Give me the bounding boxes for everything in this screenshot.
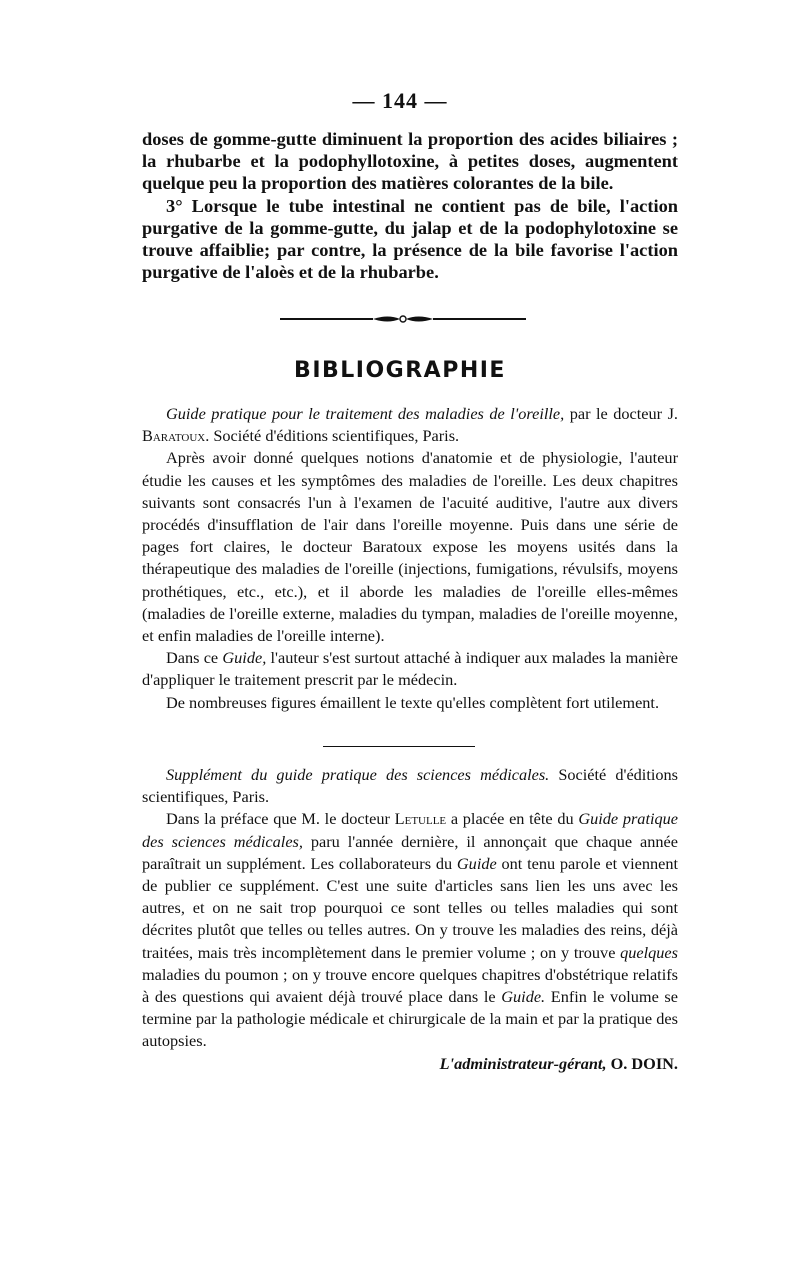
signature-role: L'administrateur-gérant, bbox=[439, 1053, 607, 1073]
review-1-paragraph-2: Dans ce Guide, l'auteur s'est surtout attaché à indiquer aux malades la manière d'appliquer le traitement prescrit par le médecin. bbox=[142, 648, 678, 690]
section-heading: BIBLIOGRAPHIE bbox=[294, 358, 506, 383]
signature-name: O. DOIN. bbox=[606, 1053, 678, 1073]
review-2-title: Supplément du guide pratique des sciences médicales. bbox=[166, 765, 550, 784]
intro-section bbox=[142, 128, 678, 283]
review-1-author: Baratoux bbox=[142, 426, 206, 446]
review-ear-guide bbox=[142, 403, 678, 714]
review-1-paragraph-3: De nombreuses figures émaillent le texte qu'elles complètent fort utilement. bbox=[166, 692, 660, 712]
intro-paragraph-1: doses de gomme-gutte diminuent la proportion des acides biliaires ; la rhubarbe et la podophyllotoxine, à petites doses, augmentent quelque peu la proportion des matières colorantes de la bile. bbox=[142, 129, 678, 194]
section-separator bbox=[323, 746, 475, 747]
rule-ornament-icon bbox=[373, 314, 433, 324]
review-2-citation: Supplément du guide pratique des sciences médicales. Société d'éditions scientifiques, Paris. bbox=[142, 765, 678, 807]
review-1-citation: Guide pratique pour le traitement des maladies de l'oreille, par le docteur J. Baratoux. Société d'éditions scientifiques, Paris. bbox=[142, 404, 678, 446]
page-number: — 144 — bbox=[352, 88, 448, 113]
review-1-title: Guide pratique pour le traitement des maladies de l'oreille, bbox=[166, 404, 565, 423]
review-1-paragraph-1: Après avoir donné quelques notions d'anatomie et de physiologie, l'auteur étudie les causes et les symptômes des maladies de l'oreille. Les deux chapitres suivants sont consacrés l'un à l'examen de l'acuité auditive, l'autre aux divers procédés d'insufflation de l'air dans l'oreille moyenne. Puis dans une série de pages fort claires, le docteur Baratoux expose les moyens usités dans la thérapeutique des maladies de l'oreille (injections, fumigations, révulsifs, moyens prothétiques, etc., etc.), et il aborde les maladies de l'oreille elles-mêmes (maladies de l'oreille externe, maladies du tympan, maladies de l'oreille moyenne, et enfin maladies de l'oreille interne). bbox=[142, 448, 678, 646]
intro-paragraph-2: 3° Lorsque le tube intestinal ne contient pas de bile, l'action purgative de la gomme-gutte, du jalap et de la podophylotoxine se trouve affaiblie; par contre, la présence de la bile favorise l'action purgative de l'aloès et de la rhubarbe. bbox=[142, 195, 678, 283]
review-2-paragraph-1: Dans la préface que M. le docteur Letulle a placée en tête du Guide pratique des sciences médicales, paru l'année dernière, il annonçait que chaque année paraîtrait un supplément. Les collaborateurs du Guide ont tenu parole et viennent de publier ce supplément. C'est une suite d'articles sans lien les uns avec les autres, et on ne sait trop pourquoi ce sont telles ou telles maladies qui sont décrites plutôt que telles ou telles autres. On y trouve les maladies des reins, déjà traitées, mais très incomplètement dans le premier volume ; on y trouve quelques maladies du poumon ; on y trouve encore quelques chapitres d'obstétrique relatifs à des questions qui avaient déjà trouvé place dans le Guide. Enfin le volume se termine par la pathologie médicale et chirurgicale de la main et par la pratique des autopsies. bbox=[142, 809, 678, 1051]
review-supplement bbox=[142, 764, 678, 1075]
ornamental-rule bbox=[280, 314, 526, 324]
review-2-author: Letulle bbox=[394, 809, 447, 829]
signature bbox=[142, 1053, 678, 1075]
